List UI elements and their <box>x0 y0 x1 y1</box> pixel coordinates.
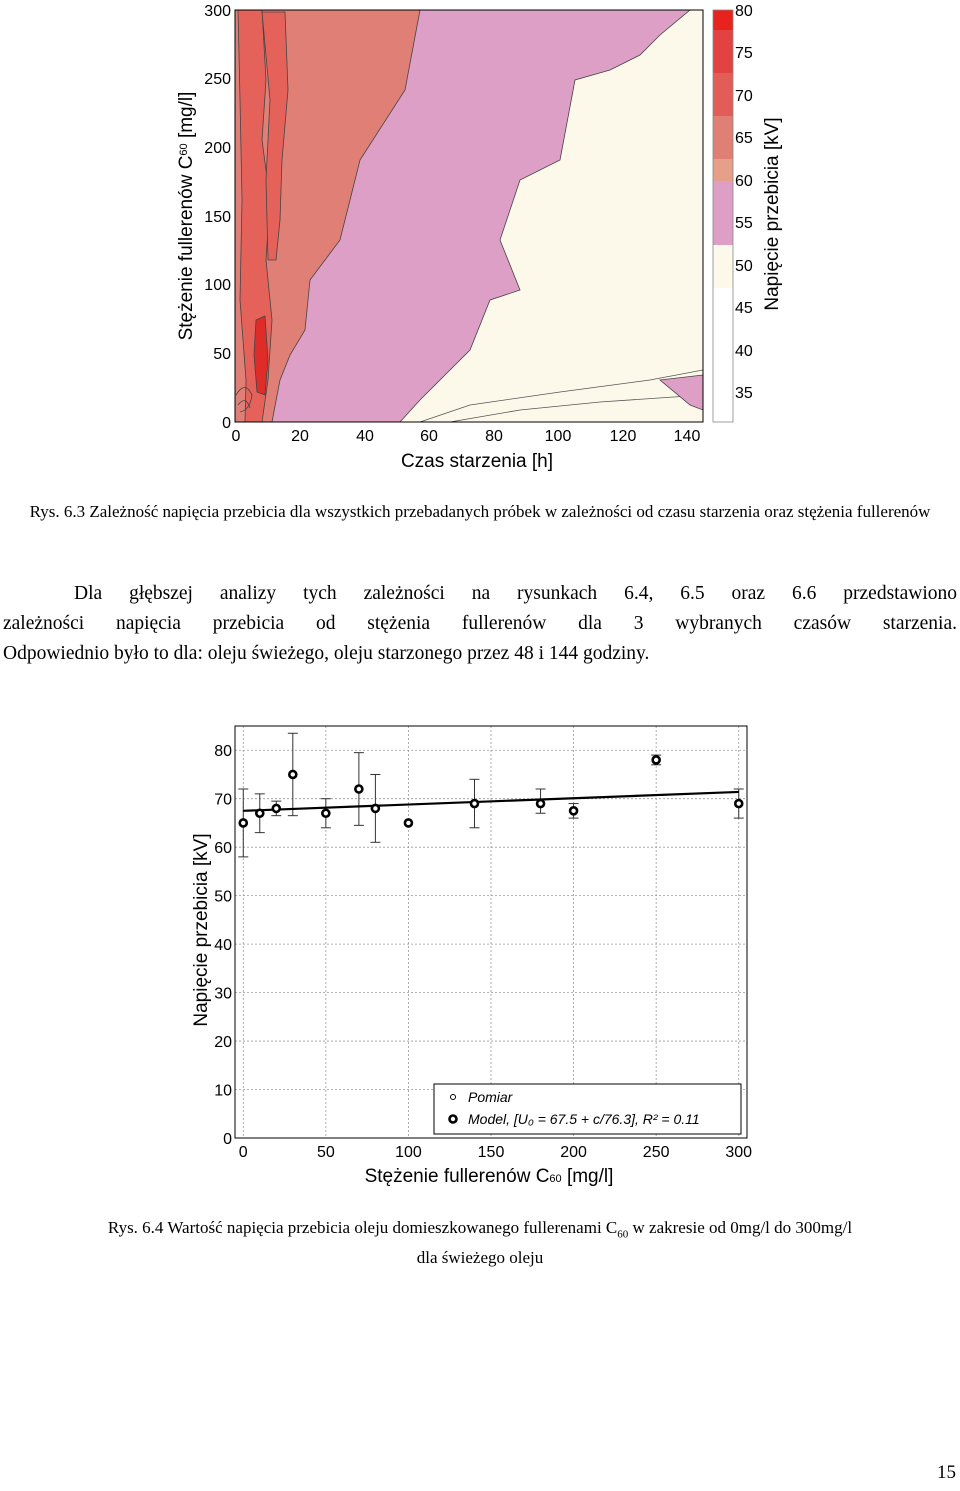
colorbar-tick-label: 45 <box>735 300 753 317</box>
colorbar-tick-label: 50 <box>735 258 753 275</box>
x-axis-label: Czas starzenia [h] <box>400 451 554 472</box>
y-axis-ticks <box>204 3 231 432</box>
figure-caption-6-3: Rys. 6.3 Zależność napięcia przebicia dla wszystkich przebadanych próbek w zależności od czasu starzenia oraz stężenia fullerenów <box>29 502 931 521</box>
x-tick-label: 300 <box>725 1144 753 1161</box>
colorbar-tick-label: 80 <box>735 3 753 20</box>
page-number: 15 <box>937 1462 956 1483</box>
paragraph-line: zależności napięcia przebicia od stężenia fullerenów dla 3 wybranych czasów starzenia. <box>3 613 957 634</box>
figure-scatter-chart <box>0 715 960 1205</box>
data-point-marker <box>355 786 362 793</box>
caption-line-1: Rys. 6.4 Wartość napięcia przebicia oleju domieszkowanego fullerenami $C_{60}$ w zakresie od 0mg/l do 300mg/l <box>107 1218 853 1241</box>
colorbar-tick-label: 70 <box>735 88 753 105</box>
y-tick-label: 20 <box>214 1034 232 1052</box>
y-tick-label: 80 <box>214 743 232 761</box>
x-tick-label: 250 <box>642 1144 670 1161</box>
contour-red <box>254 316 268 395</box>
data-point-marker <box>256 810 263 817</box>
legend-pomiar-label: Pomiar <box>468 1089 513 1105</box>
y-tick-label: 60 <box>214 840 232 858</box>
y-tick-label: 30 <box>214 985 232 1003</box>
x-axis-label: Stężenie fullerenów C60 [mg/l] <box>364 1166 614 1187</box>
x-tick-label: 120 <box>609 428 637 445</box>
x-tick-label: 100 <box>395 1144 422 1161</box>
data-point-marker <box>653 756 660 763</box>
figure-caption-6-4 <box>4 1216 956 1270</box>
colorbar-tick-label: 65 <box>735 130 753 147</box>
x-tick-label: 0 <box>231 428 241 445</box>
y-axis-label: Napięcie przebicia [kV] <box>191 833 212 1027</box>
x-tick-label: 20 <box>291 428 309 445</box>
y-axis-ticks <box>214 743 232 1148</box>
y-tick-label: 100 <box>204 277 231 294</box>
x-tick-label: 100 <box>544 428 572 445</box>
data-point-marker <box>537 800 544 807</box>
caption-line-2: dla świeżego oleju <box>416 1248 544 1268</box>
paragraph-line: Dla głębszej analizy tych zależności na rysunkach 6.4, 6.5 oraz 6.6 przedstawiono <box>74 583 957 604</box>
y-tick-label: 0 <box>223 1131 232 1148</box>
y-tick-label: 250 <box>204 71 231 88</box>
data-point-marker <box>289 771 296 778</box>
x-tick-label: 140 <box>673 428 701 445</box>
y-tick-label: 0 <box>222 415 231 432</box>
data-point-marker <box>471 800 478 807</box>
data-point-marker <box>735 800 742 807</box>
data-point-marker <box>405 819 412 826</box>
x-tick-label: 0 <box>238 1144 248 1161</box>
colorbar-tick-label: 75 <box>735 45 753 62</box>
y-tick-label: 40 <box>214 937 232 955</box>
y-tick-label: 200 <box>204 140 231 157</box>
colorbar <box>713 10 733 422</box>
data-point-marker <box>322 810 329 817</box>
y-tick-label: 10 <box>214 1082 232 1100</box>
y-tick-label: 50 <box>214 888 232 906</box>
colorbar-tick-label: 55 <box>735 215 753 232</box>
colorbar-tick-label: 40 <box>735 343 753 360</box>
y-tick-label: 150 <box>204 209 231 226</box>
colorbar-ticks <box>735 3 753 402</box>
figure-contour-map <box>0 0 960 480</box>
data-point-marker <box>240 819 247 826</box>
x-axis-ticks <box>239 1144 752 1161</box>
paragraph-line: Odpowiednio było to dla: oleju świeżego, oleju starzonego przez 48 i 144 godziny. <box>3 643 650 664</box>
data-point-marker <box>570 807 577 814</box>
y-tick-label: 300 <box>204 3 231 20</box>
x-tick-label: 50 <box>316 1144 335 1161</box>
x-tick-label: 60 <box>420 428 438 445</box>
y-axis-label: Stężenie fullerenów $C^{60}$ [mg/l] <box>176 91 197 341</box>
data-point-marker <box>372 805 379 812</box>
y-tick-label: 70 <box>214 791 232 809</box>
x-tick-label: 150 <box>477 1144 505 1161</box>
data-point-marker <box>273 805 280 812</box>
x-axis-ticks <box>232 428 701 445</box>
colorbar-tick-label: 35 <box>735 385 753 402</box>
x-tick-label: 200 <box>560 1144 587 1161</box>
legend <box>434 1084 741 1134</box>
x-tick-label: 80 <box>485 428 503 445</box>
legend-model-label: Model, [U₀ = 67.5 + c/76.3], R² = 0.11 <box>468 1111 700 1127</box>
colorbar-tick-label: 60 <box>735 173 753 190</box>
x-tick-label: 40 <box>356 428 374 445</box>
contour-regions <box>235 10 703 422</box>
y-tick-label: 50 <box>213 346 231 363</box>
body-paragraph <box>3 579 957 669</box>
colorbar-label: Napięcie przebicia [kV] <box>762 117 783 311</box>
